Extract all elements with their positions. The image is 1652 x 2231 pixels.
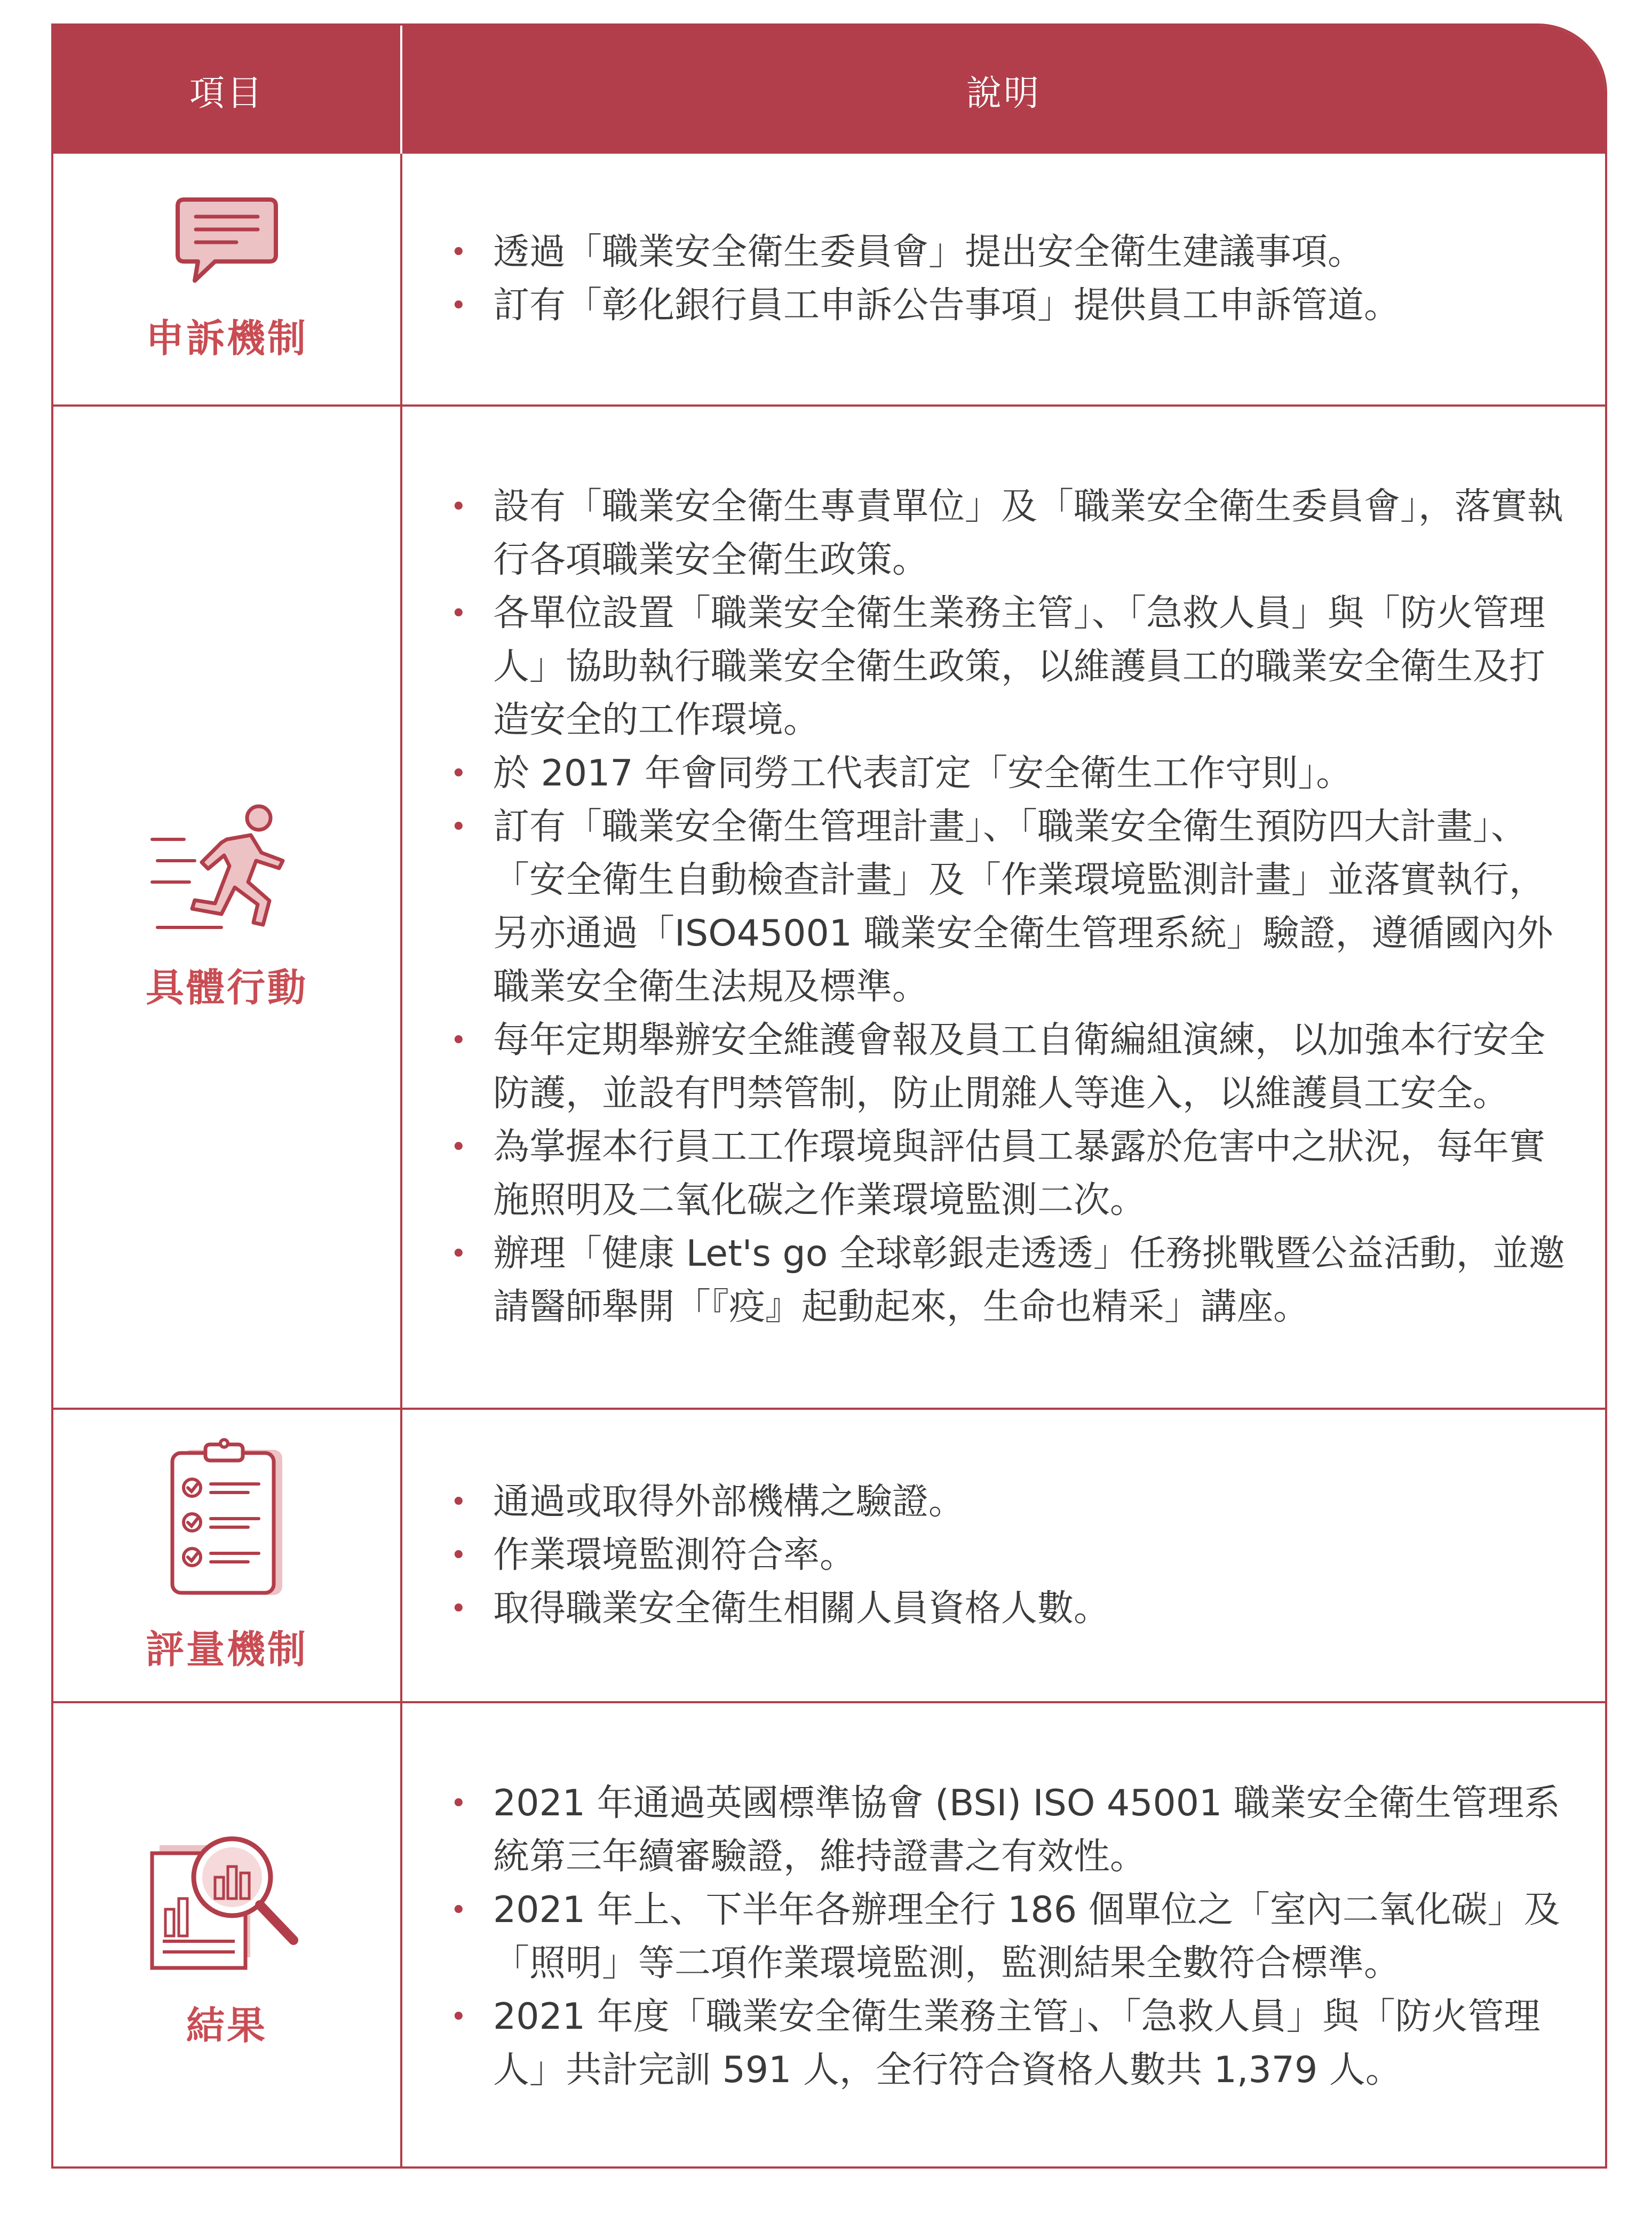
bullet-item: • 2021 年通過英國標準協會 (BSI) ISO 45001 職業安全衛生管理系統第三年續審驗證，維持證書之有效性。 — [440, 1777, 1573, 1884]
description-cell — [402, 1410, 1605, 1701]
bullet-item: • 作業環境監測符合率。 — [440, 1529, 1573, 1582]
bullet-item: • 通過或取得外部機構之驗證。 — [440, 1475, 1573, 1529]
bullet-list — [440, 1777, 1573, 2097]
item-label: 具體行動 — [145, 965, 308, 1010]
item-cell — [53, 407, 400, 1408]
bullet-item: • 2021 年度「職業安全衛生業務主管」、「急救人員」與「防火管理人」共計完訓 591 人，全行符合資格人數共 1,379 人。 — [440, 1990, 1573, 2097]
bullet-item: • 2021 年上、下半年各辦理全行 186 個單位之「室內二氧化碳」及「照明」等二項作業環境監測，監測結果全數符合標準。 — [440, 1884, 1573, 1990]
item-cell — [53, 1703, 400, 2169]
header-item: 項目 — [189, 72, 264, 114]
bullet-item: • 透過「職業安全衛生委員會」提出安全衛生建議事項。 — [440, 226, 1573, 279]
safety-table — [51, 23, 1607, 2169]
item-cell — [53, 154, 400, 404]
item-label: 結果 — [186, 2003, 267, 2048]
bullet-item: • 設有「職業安全衛生專責單位」及「職業安全衛生委員會」，落實執行各項職業安全衛生政策。 — [440, 480, 1573, 587]
description-cell — [402, 1703, 1605, 2169]
bullet-item: • 為掌握本行員工工作環境與評估員工暴露於危害中之狀況，每年實施照明及二氧化碳之作業環境監測二次。 — [440, 1121, 1573, 1227]
table-header — [53, 26, 1605, 154]
speech-bubble-icon — [173, 195, 280, 286]
item-label: 評量機制 — [145, 1627, 308, 1672]
bullet-list — [440, 480, 1573, 1334]
item-label: 申訴機制 — [145, 316, 308, 361]
bullet-item: • 取得職業安全衛生相關人員資格人數。 — [440, 1582, 1573, 1635]
table-row — [53, 154, 1605, 404]
description-cell — [402, 154, 1605, 404]
item-cell — [53, 1410, 400, 1701]
bullet-list — [440, 226, 1573, 332]
description-cell — [402, 407, 1605, 1408]
bullet-item: • 訂有「職業安全衛生管理計畫」、「職業安全衛生預防四大計畫」、「安全衛生自動檢查計畫」及「作業環境監測計畫」並落實執行，另亦通過「ISO45001 職業安全衛生管理系統」驗證，遵循國內外職業安全衛生法規及標準。 — [440, 800, 1573, 1014]
table-row — [53, 1408, 1605, 1701]
header-description: 說明 — [966, 72, 1041, 114]
running-person-icon — [147, 802, 307, 935]
bullet-item: • 各單位設置「職業安全衛生業務主管」、「急救人員」與「防火管理人」協助執行職業安全衛生政策，以維護員工的職業安全衛生及打造安全的工作環境。 — [440, 587, 1573, 747]
clipboard-checklist-icon — [168, 1437, 285, 1597]
magnifier-chart-icon — [147, 1824, 307, 1973]
table-row — [53, 404, 1605, 1408]
bullet-list — [440, 1475, 1573, 1635]
bullet-item: • 辦理「健康 Let's go 全球彰銀走透透」任務挑戰暨公益活動，並邀請醫師舉開「『疫』起動起來，生命也精采」講座。 — [440, 1227, 1573, 1334]
bullet-item: • 每年定期舉辦安全維護會報及員工自衛編組演練，以加強本行安全防護，並設有門禁管制，防止閒雜人等進入，以維護員工安全。 — [440, 1014, 1573, 1121]
table-row — [53, 1701, 1605, 2169]
bullet-item: • 於 2017 年會同勞工代表訂定「安全衛生工作守則」。 — [440, 747, 1573, 800]
bullet-item: • 訂有「彰化銀行員工申訴公告事項」提供員工申訴管道。 — [440, 279, 1573, 332]
